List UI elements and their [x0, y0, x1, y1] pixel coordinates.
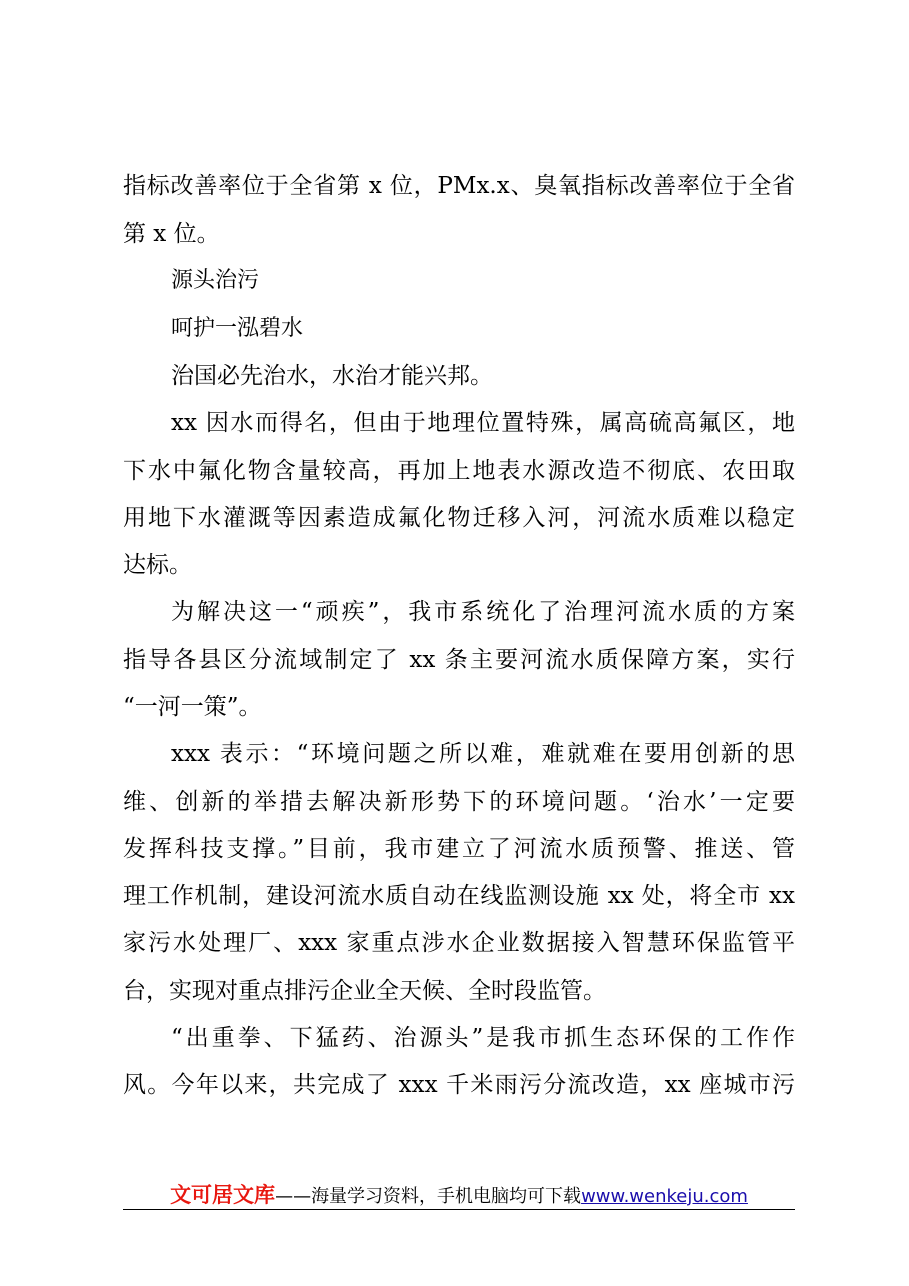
paragraph-tail-line-1: 指标改善率位于全省第 x 位，PMx.x、臭氧指标改善率位于全省	[123, 173, 795, 199]
paragraph-5-line-1: “出重拳、下猛药、治源头”是我市抓生态环保的工作作	[171, 1025, 795, 1051]
paragraph-1-line-1: 治国必先治水，水治才能兴邦。	[171, 363, 493, 389]
paragraph-5-line-2: 风。今年以来，共完成了 xxx 千米雨污分流改造，xx 座城市污	[123, 1072, 795, 1098]
footer-slogan: ——海量学习资料，手机电脑均可下载	[275, 1186, 582, 1207]
paragraph-2-line-3: 用地下水灌溉等因素造成氟化物迁移入河，河流水质难以稳定	[123, 505, 795, 531]
paragraph-2-line-2: 下水中氟化物含量较高，再加上地表水源改造不彻底、农田取	[123, 458, 795, 484]
paragraph-2-line-1: xx 因水而得名，但由于地理位置特殊，属高硫高氟区，地	[171, 410, 795, 436]
paragraph-3-line-1: 为解决这一“顽疾”，我市系统化了治理河流水质的方案	[171, 599, 795, 625]
paragraph-3-line-3: “一河一策”。	[123, 694, 262, 720]
section-subheading: 呵护一泓碧水	[171, 316, 304, 341]
section-heading: 源头治污	[171, 268, 260, 293]
page-footer	[123, 1182, 795, 1208]
paragraph-4-line-5: 家污水处理厂、xxx 家重点涉水企业数据接入智慧环保监管平	[123, 930, 795, 956]
paragraph-tail-line-2: 第 x 位。	[123, 221, 220, 247]
footer-brand: 文可居文库	[170, 1183, 276, 1207]
paragraph-4-line-1: xxx 表示：“环境问题之所以难，难就难在要用创新的思	[171, 741, 795, 767]
paragraph-4-line-4: 理工作机制，建设河流水质自动在线监测设施 xx 处，将全市 xx	[123, 883, 795, 909]
footer-website-link[interactable]: www.wenkeju.com	[581, 1186, 748, 1207]
paragraph-2-line-4: 达标。	[123, 552, 192, 578]
paragraph-4-line-2: 维、创新的举措去解决新形势下的环境问题。‘治水’一定要	[123, 789, 795, 815]
footer-divider	[123, 1209, 795, 1210]
paragraph-4-line-3: 发挥科技支撑。”目前，我市建立了河流水质预警、推送、管	[123, 836, 795, 862]
paragraph-4-line-6: 台，实现对重点排污企业全天候、全时段监管。	[123, 978, 606, 1004]
paragraph-3-line-2: 指导各县区分流域制定了 xx 条主要河流水质保障方案，实行	[123, 647, 795, 673]
